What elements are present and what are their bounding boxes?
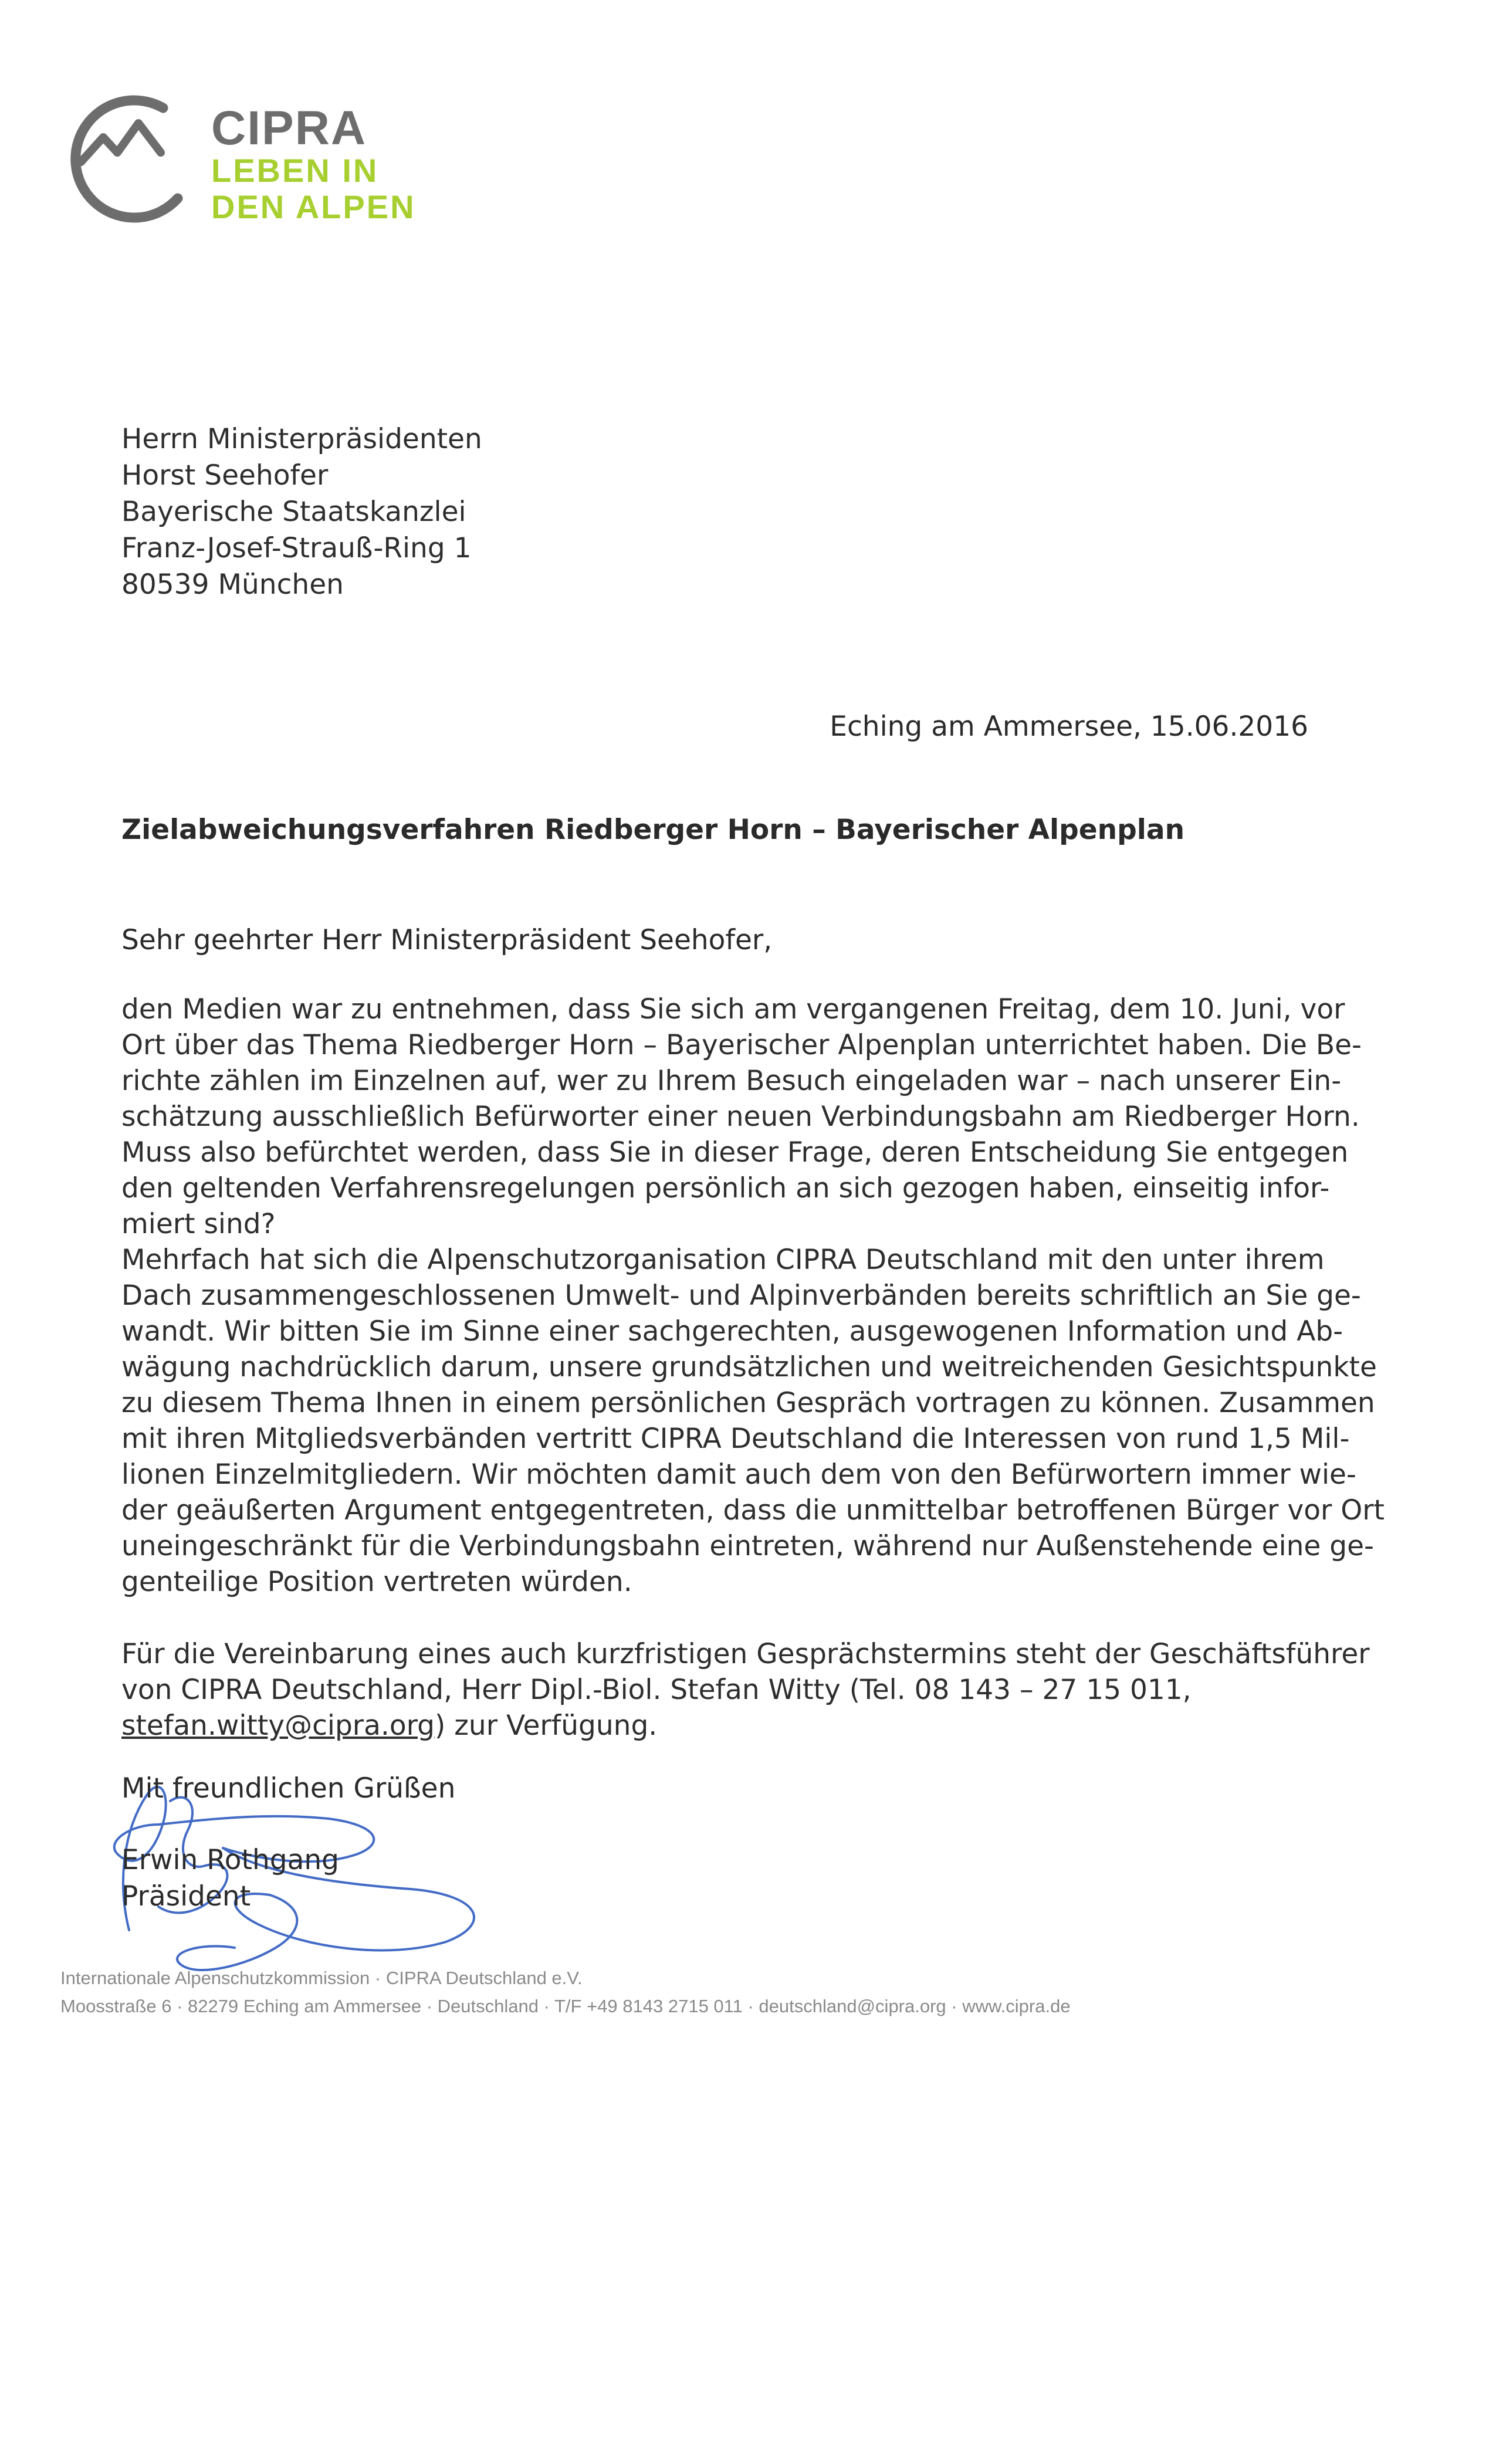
paragraph-gap (121, 1600, 1301, 1636)
salutation: Sehr geehrter Herr Ministerpräsident Seehofer, (121, 924, 773, 956)
body-line: schätzung ausschließlich Befürworter einer neuen Verbindungsbahn am Riedberger Horn. (121, 1101, 1360, 1133)
body-line: uneingeschränkt für die Verbindungsbahn eintreten, während nur Außenstehende eine ge- (121, 1530, 1374, 1562)
logo-tagline-1: LEBEN IN (211, 152, 379, 189)
email-link[interactable]: stefan.witty@cipra.org (121, 1710, 435, 1742)
paragraph-2 (121, 1242, 1385, 1600)
body-line: der geäußerten Argument entgegentreten, dass die unmittelbar betroffenen Bürger vor Ort (121, 1494, 1385, 1527)
logo-tagline-2: DEN ALPEN (211, 188, 416, 225)
recipient-address (121, 421, 482, 603)
letter-body (121, 991, 1385, 1744)
recipient-line: Herrn Ministerpräsidenten (121, 423, 482, 455)
letterhead-footer (60, 1964, 1071, 2020)
footer-organization: Internationale Alpenschutzkommission · CIPRA Deutschland e.V. (60, 1968, 583, 1988)
signer-name: Erwin Rothgang (121, 1844, 340, 1876)
recipient-line: Horst Seehofer (121, 459, 329, 492)
recipient-line: Bayerische Staatskanzlei (121, 496, 466, 528)
place-date: Eching am Ammersee, 15.06.2016 (830, 710, 1308, 743)
body-line: lionen Einzelmitgliedern. Wir möchten damit auch dem von den Befürwortern immer wie- (121, 1458, 1356, 1491)
body-line: mit ihren Mitgliedsverbänden vertritt CIPRA Deutschland die Interessen von rund 1,5 Mil- (121, 1423, 1350, 1455)
recipient-line: 80539 München (121, 568, 344, 601)
body-line: Mehrfach hat sich die Alpenschutzorganisation CIPRA Deutschland mit den unter ihrem (121, 1244, 1325, 1276)
body-line: von CIPRA Deutschland, Herr Dipl.-Biol. Stefan Witty (Tel. 08 143 – 27 15 011, (121, 1674, 1192, 1706)
signer-block (121, 1842, 339, 1915)
signer-title: Präsident (121, 1880, 251, 1913)
logo-text (211, 101, 416, 225)
closing-greeting: Mit freundlichen Grüßen (121, 1772, 456, 1805)
body-line: den Medien war zu entnehmen, dass Sie sich am vergangenen Freitag, dem 10. Juni, vor (121, 993, 1345, 1025)
mountain-logo-icon (57, 87, 198, 228)
body-line: Dach zusammengeschlossenen Umwelt- und Alpinverbänden bereits schriftlich an Sie ge- (121, 1280, 1361, 1312)
body-line: Für die Vereinbarung eines auch kurzfristigen Gesprächstermins steht der Geschäftsführer (121, 1638, 1370, 1670)
body-line: miert sind? (121, 1208, 276, 1240)
body-line: genteilige Position vertreten würden. (121, 1566, 632, 1598)
body-line: Ort über das Thema Riedberger Horn – Bayerischer Alpenplan unterrichtet haben. Die Be- (121, 1029, 1362, 1061)
recipient-line: Franz-Josef-Strauß-Ring 1 (121, 532, 472, 564)
paragraph-3 (121, 1636, 1370, 1744)
body-line: wandt. Wir bitten Sie im Sinne einer sachgerechten, ausgewogenen Information und Ab- (121, 1315, 1343, 1348)
body-line: wägung nachdrücklich darum, unsere grundsätzlichen und weitreichenden Gesichtspunkte (121, 1351, 1377, 1383)
cipra-logo (57, 87, 468, 233)
subject-line: Zielabweichungsverfahren Riedberger Horn – Bayerischer Alpenplan (121, 814, 1185, 846)
body-line-rest: ) zur Verfügung. (434, 1710, 658, 1742)
body-line: richte zählen im Einzelnen auf, wer zu Ihrem Besuch eingeladen war – nach unserer Ein- (121, 1065, 1342, 1097)
body-line (121, 1708, 1301, 1744)
paragraph-1 (121, 991, 1362, 1242)
footer-contact: Moosstraße 6 · 82279 Eching am Ammersee · Deutschland · T/F +49 8143 2715 011 · deutschland@cipra.org · www.cipra.de (60, 1996, 1071, 2016)
body-line: Muss also befürchtet werden, dass Sie in dieser Frage, deren Entscheidung Sie entgegen (121, 1136, 1349, 1169)
body-line: den geltenden Verfahrensregelungen persönlich an sich gezogen haben, einseitig infor- (121, 1172, 1330, 1204)
body-line: zu diesem Thema Ihnen in einem persönlichen Gespräch vortragen zu können. Zusammen (121, 1387, 1375, 1419)
logo-name: CIPRA (211, 101, 367, 155)
